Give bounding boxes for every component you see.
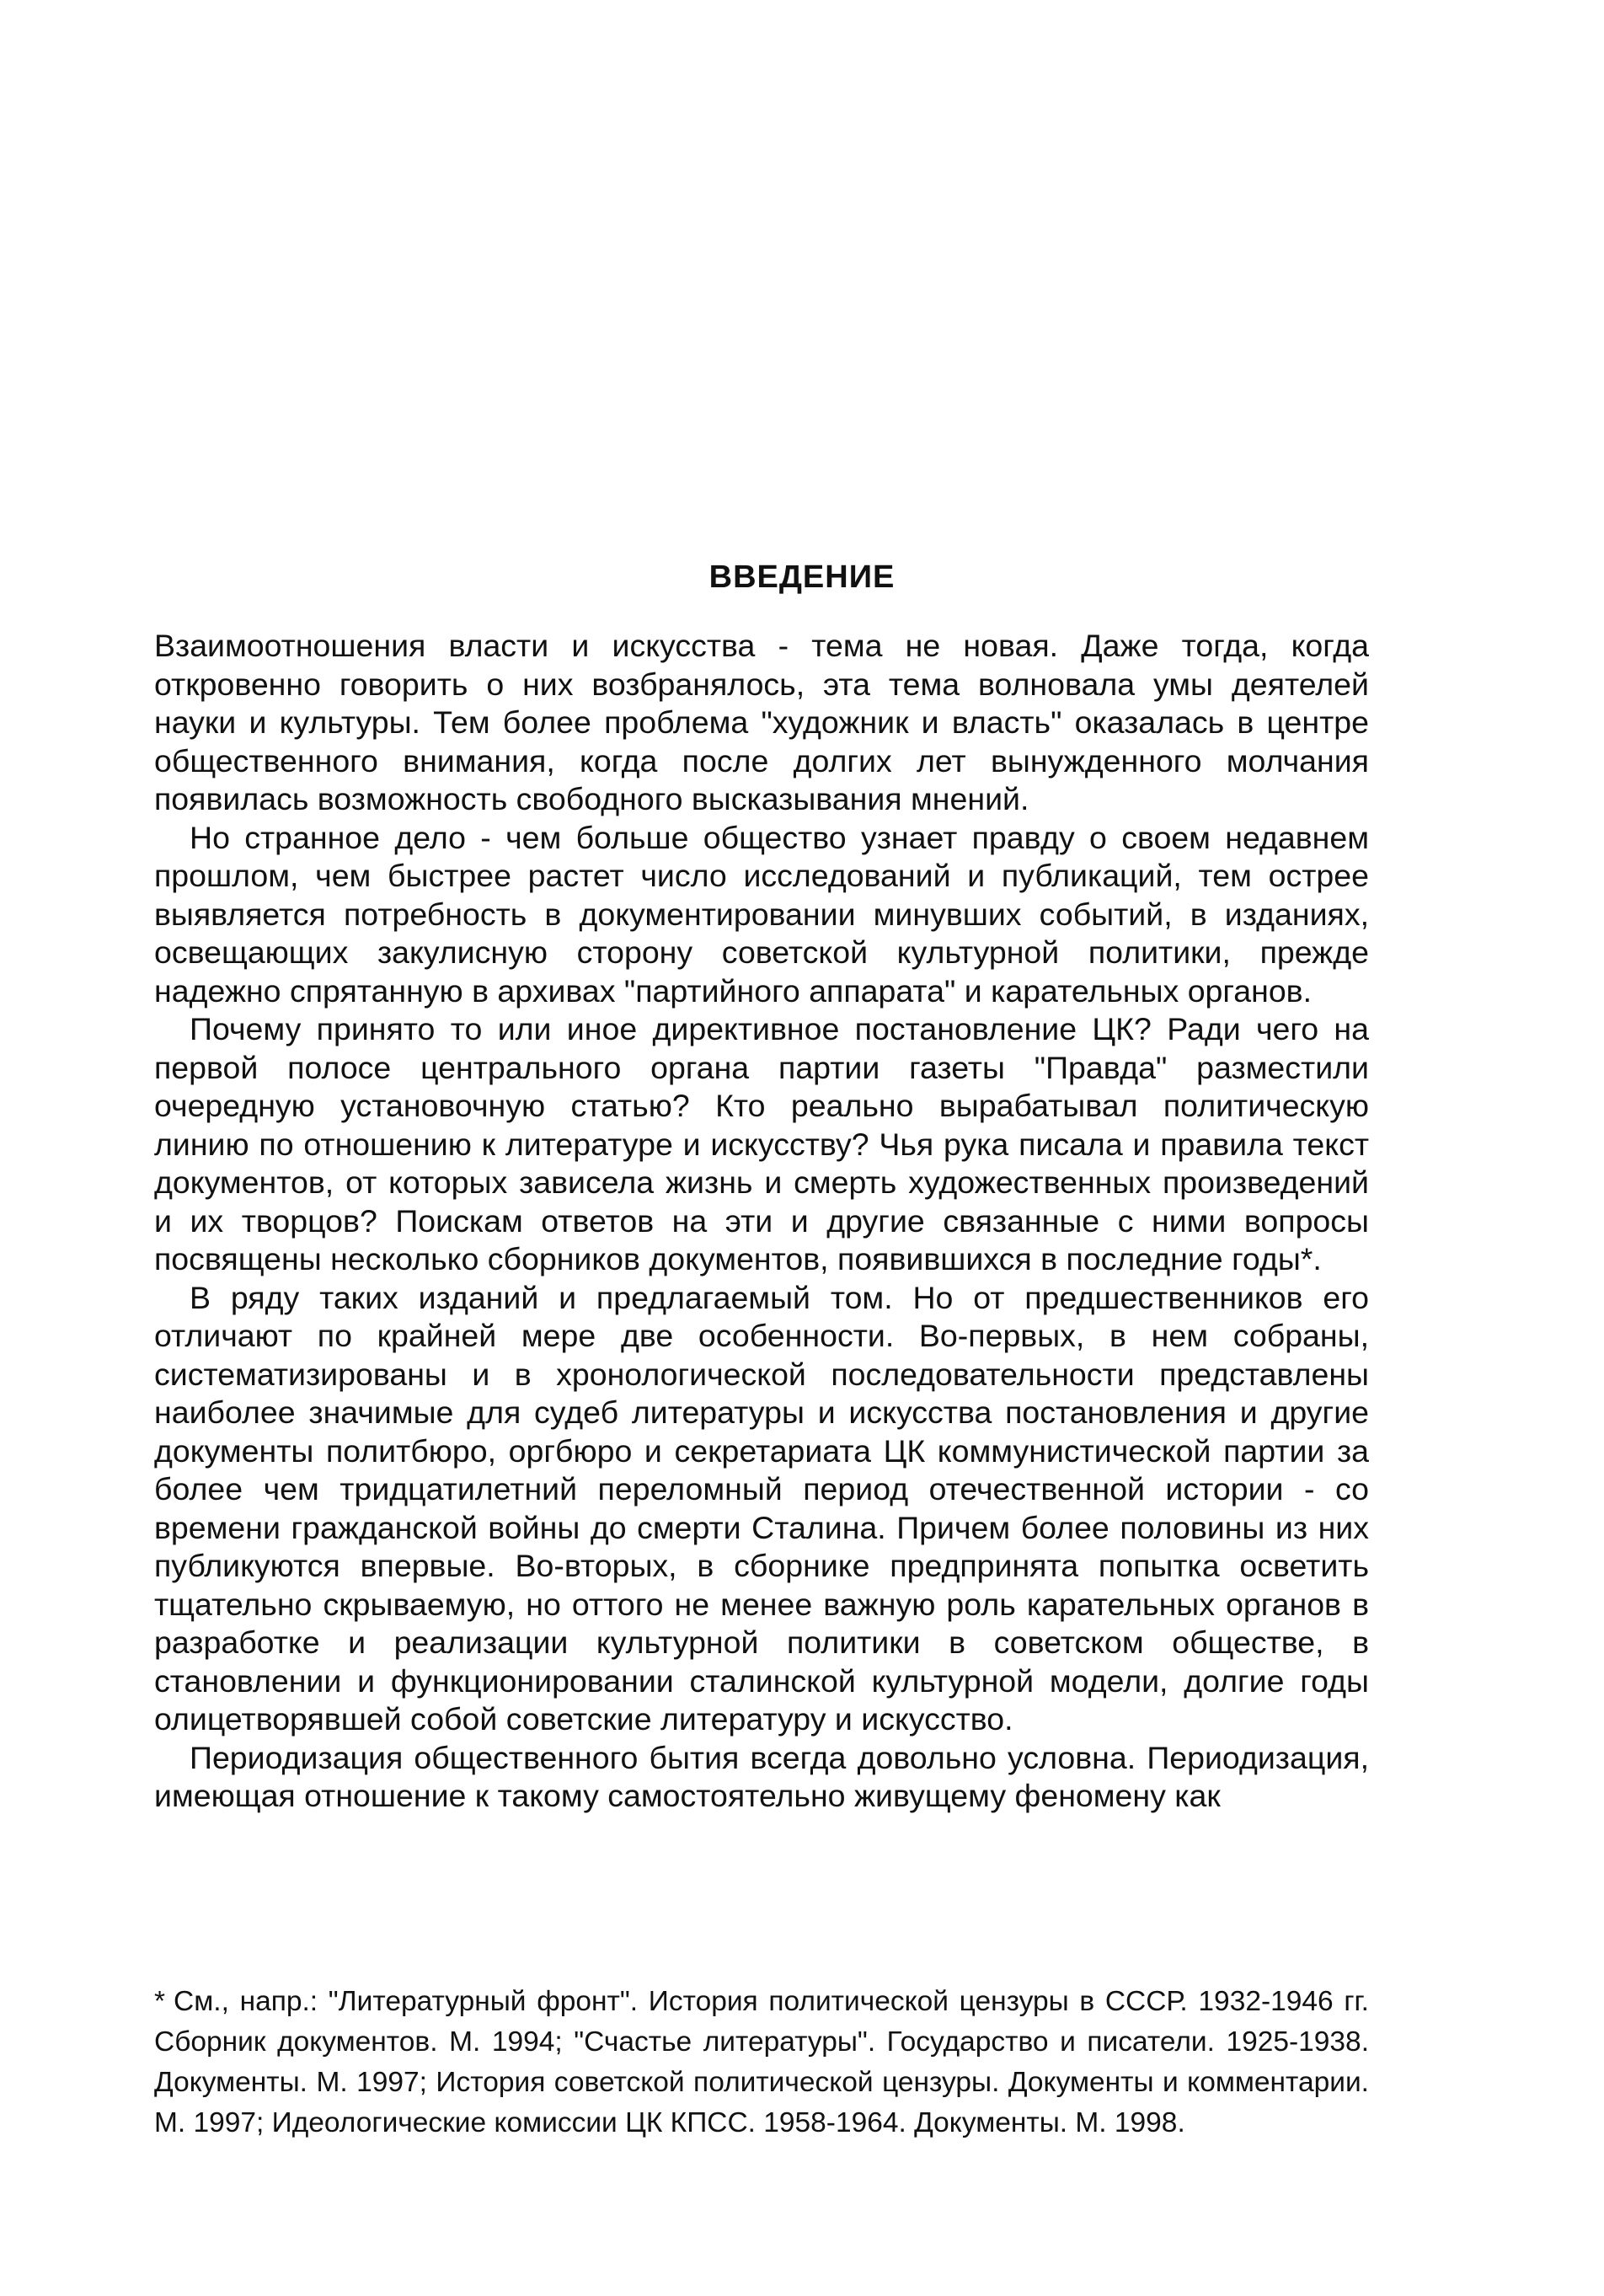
paragraph-4: В ряду таких изданий и предлагаемый том. Но от предшественников его отличают по крайней мере две особенности. Во-первых, в нем собраны, систематизированы и в хронологической последовательности представлены наиболее значимые для судеб литературы и искусства постановления и другие документы политбюро, оргбюро и секретариата ЦК коммунистической партии за более чем тридцатилетний переломный период отечественной истории - со времени гражданской войны до смерти Сталина. Причем более половины из них публикуются впервые. Во-вторых, в сборнике предпринята попытка осветить тщательно скрываемую, но оттого не менее важную роль карательных органов в разработке и реализации культурной политики в советском обществе, в становлении и функционировании сталинской культурной модели, долгие годы олицетворявшей собой советские литературу и искусство.: [154, 1279, 1369, 1737]
footnote: [154, 1982, 1369, 2143]
paragraph-3: Почему принято то или иное директивное постановление ЦК? Ради чего на первой полосе центрального органа партии газеты "Правда" разместили очередную установочную статью? Кто реально вырабатывал политическую линию по отношению к литературе и искусству? Чья рука писала и правила текст документов, от которых зависела жизнь и смерть художественных произведений и их творцов? Поискам ответов на эти и другие связанные с ними вопросы посвящены несколько сборников документов, появившихся в последние годы*.: [154, 1011, 1369, 1276]
footnote-text: См., напр.: "Литературный фронт". История политической цензуры в СССР. 1932-1946 гг. Сборник документов. М. 1994; "Счастье литературы". Государство и писатели. 1925-1938. Документы. М. 1997; История советской политической цензуры. Документы и комментарии. М. 1997; Идеологические комиссии ЦК КПСС. 1958-1964. Документы. М. 1998.: [154, 1986, 1369, 2138]
footnote-mark: *: [154, 1986, 166, 2017]
paragraph-2: Но странное дело - чем больше общество узнает правду о своем недавнем прошлом, чем быстрее растет число исследований и публикаций, тем острее выявляется потребность в документировании минувших событий, в изданиях, освещающих закулисную сторону советской культурной политики, прежде надежно спрятанную в архивах "партийного аппарата" и карательных органов.: [154, 819, 1369, 1009]
body-text: [154, 627, 1369, 1816]
paragraph-1: Взаимоотношения власти и искусства - тема не новая. Даже тогда, когда откровенно говорить о них возбранялось, эта тема волновала умы деятелей науки и культуры. Тем более проблема "художник и власть" оказалась в центре общественного внимания, когда после долгих лет вынужденного молчания появилась возможность свободного высказывания мнений.: [154, 628, 1369, 816]
paragraph-5: Периодизация общественного бытия всегда довольно условна. Периодизация, имеющая отношение к такому самостоятельно живущему феномену как: [154, 1739, 1369, 1813]
page-title: ВВЕДЕНИЕ: [708, 559, 896, 595]
